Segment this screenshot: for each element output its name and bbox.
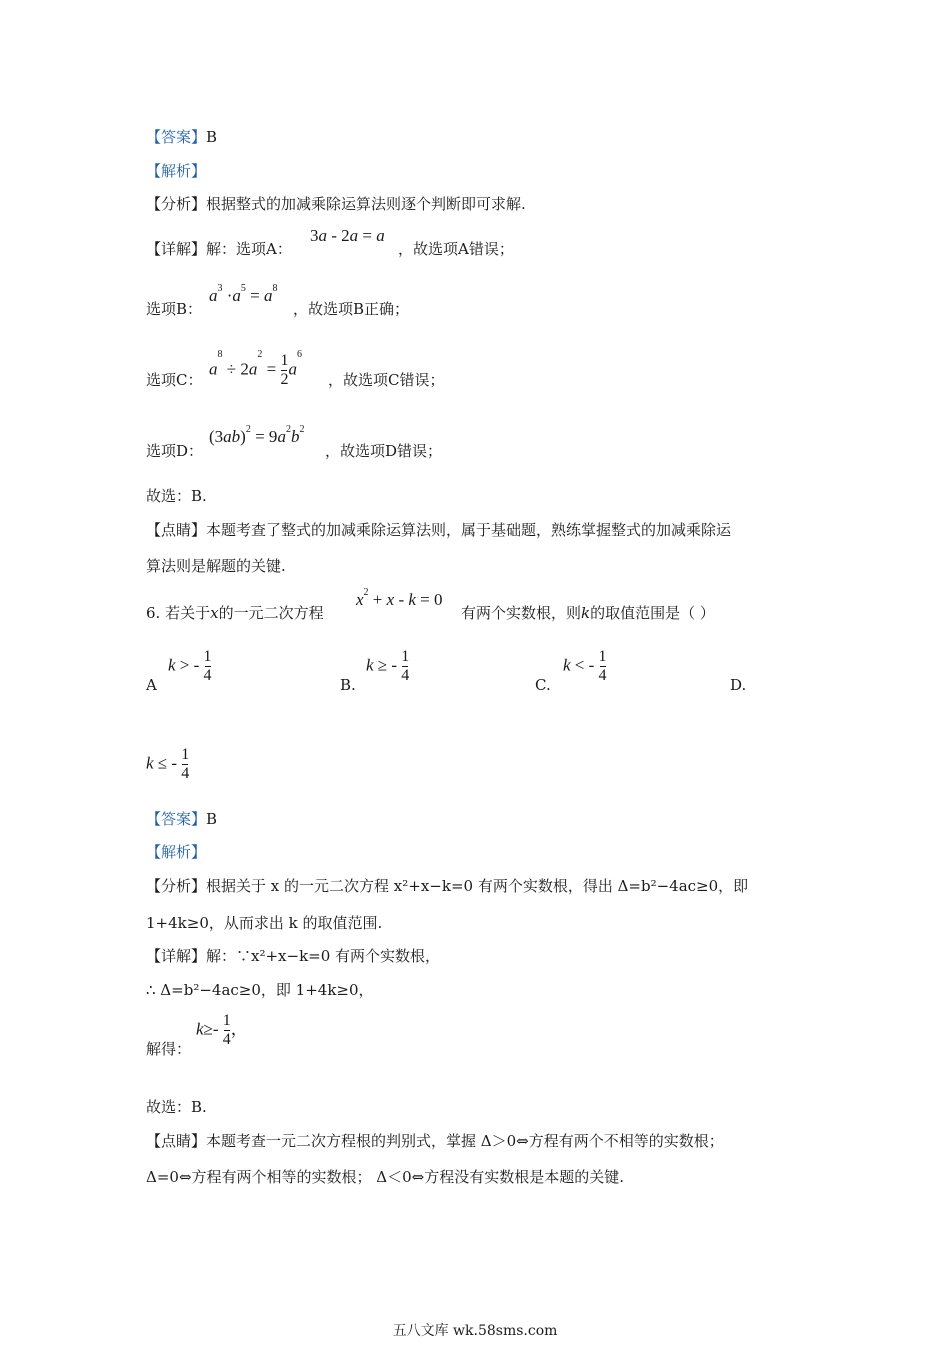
page-footer: 五八文库 wk.58sms.com xyxy=(392,1323,558,1339)
q6-opt-d-math: k ≤ - $\frac{1}{4}$ xyxy=(146,746,190,782)
detail-tag: 【详解】 xyxy=(146,240,207,258)
comment-tag: 【点睛】 xyxy=(146,521,207,539)
q6-detail-3-prefix: 解得： xyxy=(146,1040,192,1058)
q6-fenxi-2: 1+4k≥0，从而求出 k 的取值范围. xyxy=(146,914,383,932)
q5-analysis-tag: 【解析】 xyxy=(146,162,207,180)
q6-detail-3-math: k≥- $\frac{1}{4}$ ， xyxy=(196,1012,248,1048)
q6-comment-1: 本题考查一元二次方程根的判别式，掌握 Δ＞0⇔方程有两个不相等的实数根； xyxy=(206,1132,724,1150)
q5-optA-math: 3a - 2a = a xyxy=(310,226,385,245)
q6-detail-line1 xyxy=(146,945,440,966)
q5-detail-prefix: 解：选项A： xyxy=(206,240,292,258)
q5-optD-label: 选项D： xyxy=(146,442,204,460)
q6-opt-b-math: k ≥ - $\frac{1}{4}$ xyxy=(366,648,410,684)
q6-answer-line xyxy=(146,808,217,829)
q6-detail-2: ∴ Δ=b²−4ac≥0，即 1+4k≥0， xyxy=(146,981,374,999)
q5-choose: 故选：B. xyxy=(146,487,207,505)
q6-stem-end: 的取值范围是（ ） xyxy=(590,604,715,622)
q6-detail-1: 解：∵x²+x−k=0 有两个实数根， xyxy=(206,947,441,965)
q6-choose: 故选：B. xyxy=(146,1098,207,1116)
q6-stem-mid: 的一元二次方程 xyxy=(218,604,324,622)
q6-stem-after: 有两个实数根，则 xyxy=(461,604,582,622)
q6-comment-line1 xyxy=(146,1130,724,1151)
fenxi-tag: 【分析】 xyxy=(146,195,207,213)
q6-analysis-tag: 【解析】 xyxy=(146,843,207,861)
q6-opt-label-b: B. xyxy=(340,676,356,694)
q6-stem-end-line xyxy=(461,602,715,623)
q6-opt-c-math: k < - $\frac{1}{4}$ xyxy=(563,648,607,684)
q6-stem-start xyxy=(146,602,324,623)
comment-tag-2: 【点睛】 xyxy=(146,1132,207,1150)
q5-optB-suffix: ，故选项B正确； xyxy=(293,300,410,318)
q5-optB-math: $a^3 \cdot a^5 = a^8$ xyxy=(209,283,278,305)
q6-stem-prefix: 6. 若关于 xyxy=(146,604,211,622)
q6-opt-label-c: C. xyxy=(535,676,551,694)
q6-equation: $x^2 + x - k = 0$ xyxy=(356,587,443,609)
q5-answer: B xyxy=(206,128,218,146)
q5-optC-suffix: ，故选项C错误； xyxy=(328,371,445,389)
q5-comment-1: 本题考查了整式的加减乘除运算法则，属于基础题，熟练掌握整式的加减乘除运 xyxy=(206,521,732,539)
q6-answer: B xyxy=(206,810,218,828)
answer-tag-2: 【答案】 xyxy=(146,810,207,828)
q6-detail-3 xyxy=(146,1038,191,1059)
q5-answer-line xyxy=(146,126,217,147)
q5-optB-label: 选项B： xyxy=(146,300,203,318)
q6-fenxi-1: 根据关于 x 的一元二次方程 x²+x−k=0 有两个实数根，得出 Δ=b²−4ac≥0，即 xyxy=(206,877,749,895)
q6-opt-a-math: k > - $\frac{1}{4}$ xyxy=(168,648,212,684)
q6-stem-x: x xyxy=(210,604,219,622)
q6-opt-label-a: A xyxy=(146,676,157,694)
q6-opt-label-d: D. xyxy=(730,676,747,694)
q5-optD-suffix: ，故选项D错误； xyxy=(325,442,443,460)
q5-detail-line xyxy=(146,238,292,259)
fenxi-tag-2: 【分析】 xyxy=(146,877,207,895)
q5-comment-line1 xyxy=(146,519,731,540)
q5-fenxi-text: 根据整式的加减乘除运算法则逐个判断即可求解. xyxy=(206,195,526,213)
q6-comment-2: Δ=0⇔方程有两个相等的实数根； Δ＜0⇔方程没有实数根是本题的关键. xyxy=(146,1168,624,1186)
q5-fenxi-line xyxy=(146,193,526,214)
q5-optC-math: $a^8 \div 2a^2$ = $\frac{1}{2}$ $a^6$ xyxy=(209,349,302,388)
answer-tag: 【答案】 xyxy=(146,128,207,146)
q5-optC-label: 选项C： xyxy=(146,371,203,389)
q5-comment-2: 算法则是解题的关键. xyxy=(146,557,286,575)
detail-tag-2: 【详解】 xyxy=(146,947,207,965)
q6-stem-k: k xyxy=(581,604,591,622)
q5-optD-math: $(3ab)^2 = 9a^2b^2$ xyxy=(209,424,305,446)
q5-optA-suffix: ，故选项A错误； xyxy=(398,240,514,258)
q6-fenxi-line1 xyxy=(146,875,748,896)
